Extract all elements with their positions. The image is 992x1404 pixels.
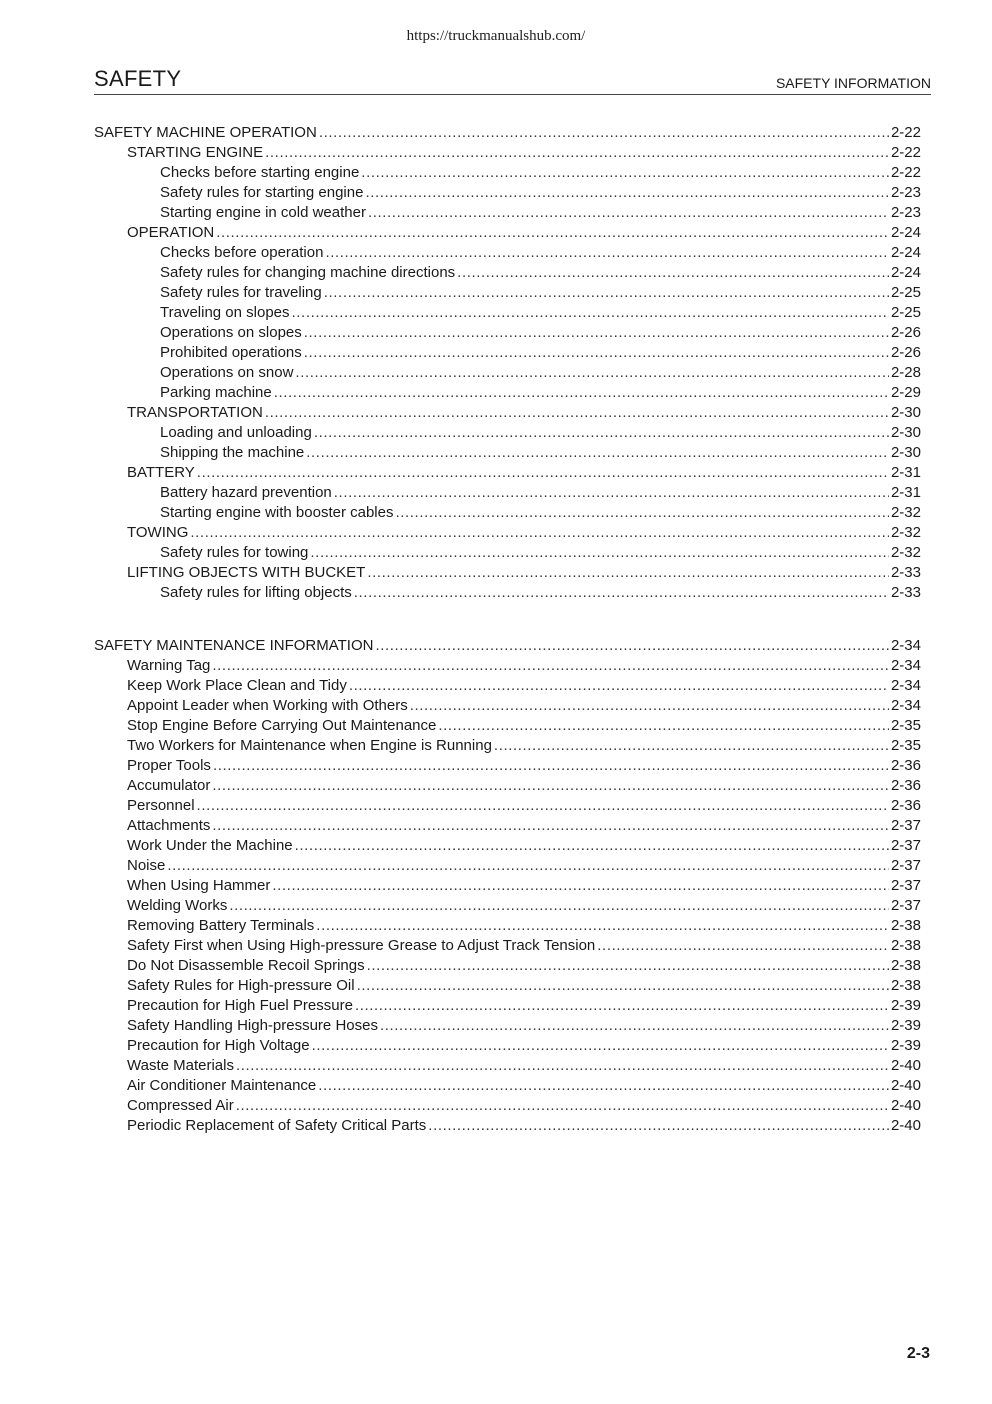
toc-entry-title: SAFETY MAINTENANCE INFORMATION (94, 637, 374, 654)
toc-entry-title: Loading and unloading (160, 424, 312, 441)
toc-dot-leader (314, 423, 889, 443)
toc-dot-leader (380, 1016, 889, 1036)
toc-entry-title: Operations on slopes (160, 324, 302, 341)
toc-dot-leader (272, 876, 889, 896)
toc-entry-title: Starting engine in cold weather (160, 204, 366, 221)
toc-entry-page: 2-31 (890, 464, 921, 481)
toc-entry-title: Removing Battery Terminals (127, 917, 315, 934)
toc-entry-page: 2-26 (890, 324, 921, 341)
toc-dot-leader (236, 1056, 889, 1076)
toc-entry-page: 2-37 (890, 877, 921, 894)
toc-dot-leader (212, 656, 889, 676)
toc-entry-page: 2-40 (890, 1097, 921, 1114)
toc-entry[interactable] (94, 856, 921, 876)
toc-entry-title: Battery hazard prevention (160, 484, 332, 501)
toc-entry[interactable] (94, 223, 921, 243)
toc-dot-leader (334, 483, 889, 503)
toc-entry-page: 2-37 (890, 897, 921, 914)
toc-entry-title: LIFTING OBJECTS WITH BUCKET (127, 564, 366, 581)
toc-entry[interactable] (94, 503, 921, 523)
toc-entry-page: 2-22 (890, 124, 921, 141)
toc-entry[interactable] (94, 916, 921, 936)
toc-entry[interactable] (94, 303, 921, 323)
toc-dot-leader (216, 223, 889, 243)
toc-entry-title: SAFETY MACHINE OPERATION (94, 124, 317, 141)
toc-entry[interactable] (94, 443, 921, 463)
toc-entry[interactable] (94, 383, 921, 403)
toc-dot-leader (236, 1096, 889, 1116)
toc-dot-leader (190, 523, 889, 543)
toc-entry[interactable] (94, 736, 921, 756)
toc-dot-leader (597, 936, 889, 956)
toc-entry-title: Safety rules for traveling (160, 284, 322, 301)
toc-entry[interactable] (94, 423, 921, 443)
toc-dot-leader (265, 403, 889, 423)
section-subtitle: SAFETY INFORMATION (775, 75, 931, 91)
toc-entry[interactable] (94, 263, 921, 283)
toc-entry-page: 2-36 (890, 777, 921, 794)
toc-entry[interactable] (94, 163, 921, 183)
toc-entry-title: OPERATION (127, 224, 215, 241)
toc-entry[interactable] (94, 563, 921, 583)
toc-dot-leader (355, 996, 889, 1016)
toc-entry[interactable] (94, 1076, 921, 1096)
toc-dot-leader (494, 736, 889, 756)
toc-dot-leader (438, 716, 889, 736)
toc-entry[interactable] (94, 776, 921, 796)
toc-entry-page: 2-25 (890, 284, 921, 301)
toc-dot-leader (265, 143, 889, 163)
toc-entry-page: 2-23 (890, 184, 921, 201)
toc-entry-title: Safety First when Using High-pressure Grease to Adjust Track Tension (127, 937, 596, 954)
toc-entry-page: 2-24 (890, 264, 921, 281)
toc-entry[interactable] (94, 463, 921, 483)
page-header (94, 64, 931, 95)
toc-entry-title: Waste Materials (127, 1057, 234, 1074)
toc-entry-title: Compressed Air (127, 1097, 234, 1114)
toc-entry-page: 2-22 (890, 164, 921, 181)
toc-entry[interactable] (94, 936, 921, 956)
toc-entry-page: 2-35 (890, 737, 921, 754)
toc-entry-page: 2-32 (890, 524, 921, 541)
toc-entry-title: Parking machine (160, 384, 272, 401)
source-url[interactable]: https://truckmanualshub.com/ (406, 28, 586, 44)
toc-entry-page: 2-38 (890, 957, 921, 974)
toc-entry-title: Stop Engine Before Carrying Out Maintenance (127, 717, 437, 734)
toc-entry-page: 2-37 (890, 817, 921, 834)
toc-entry[interactable] (94, 483, 921, 503)
toc-entry[interactable] (94, 996, 921, 1016)
toc-entry-page: 2-24 (890, 224, 921, 241)
toc-entry[interactable] (94, 1096, 921, 1116)
toc-entry-page: 2-35 (890, 717, 921, 734)
toc-entry-title: BATTERY (127, 464, 195, 481)
toc-entry[interactable] (94, 403, 921, 423)
toc-dot-leader (212, 816, 889, 836)
toc-dot-leader (410, 696, 889, 716)
toc-dot-leader (295, 363, 889, 383)
toc-entry-title: Safety rules for towing (160, 544, 309, 561)
toc-entry[interactable] (94, 203, 921, 223)
toc-entry-page: 2-29 (890, 384, 921, 401)
toc-dot-leader (274, 383, 889, 403)
toc-entry-page: 2-37 (890, 857, 921, 874)
toc-dot-leader (361, 163, 889, 183)
toc-entry-title: Periodic Replacement of Safety Critical Parts (127, 1117, 427, 1134)
toc-entry[interactable] (94, 343, 921, 363)
toc-entry-title: Work Under the Machine (127, 837, 293, 854)
toc-entry-page: 2-25 (890, 304, 921, 321)
toc-dot-leader (428, 1116, 889, 1136)
toc-entry-title: Warning Tag (127, 657, 211, 674)
toc-entry-page: 2-32 (890, 544, 921, 561)
toc-entry-title: TOWING (127, 524, 189, 541)
toc-dot-leader (324, 283, 889, 303)
toc-entry-page: 2-36 (890, 797, 921, 814)
toc-entry-page: 2-28 (890, 364, 921, 381)
toc-entry-page: 2-40 (890, 1077, 921, 1094)
toc-dot-leader (316, 916, 889, 936)
toc-entry-page: 2-38 (890, 917, 921, 934)
toc-dot-leader (304, 323, 889, 343)
toc-entry-title: Starting engine with booster cables (160, 504, 394, 521)
toc-entry[interactable] (94, 676, 921, 696)
toc-dot-leader (229, 896, 889, 916)
toc-entry[interactable] (94, 1116, 921, 1136)
toc-entry[interactable] (94, 543, 921, 563)
toc-entry-title: Safety Rules for High-pressure Oil (127, 977, 355, 994)
toc-entry-page: 2-40 (890, 1057, 921, 1074)
toc-dot-leader (212, 776, 889, 796)
toc-entry-title: Traveling on slopes (160, 304, 290, 321)
toc-entry-page: 2-39 (890, 1037, 921, 1054)
toc-dot-leader (318, 1076, 889, 1096)
toc-entry[interactable] (94, 696, 921, 716)
toc-entry-title: Precaution for High Fuel Pressure (127, 997, 353, 1014)
toc-entry-page: 2-26 (890, 344, 921, 361)
toc-entry-title: Checks before operation (160, 244, 324, 261)
toc-machine-operation (94, 123, 921, 603)
toc-entry-page: 2-38 (890, 977, 921, 994)
toc-entry-page: 2-34 (890, 657, 921, 674)
toc-dot-leader (319, 123, 889, 143)
toc-entry-page: 2-24 (890, 244, 921, 261)
toc-entry-title: Checks before starting engine (160, 164, 360, 181)
toc-dot-leader (357, 976, 889, 996)
toc-entry[interactable] (94, 523, 921, 543)
toc-entry-title: Noise (127, 857, 166, 874)
toc-entry-title: Shipping the machine (160, 444, 305, 461)
toc-dot-leader (312, 1036, 889, 1056)
toc-entry-title: Welding Works (127, 897, 228, 914)
toc-entry-page: 2-22 (890, 144, 921, 161)
toc-entry-title: Safety rules for changing machine directions (160, 264, 456, 281)
toc-dot-leader (306, 443, 889, 463)
toc-entry-page: 2-23 (890, 204, 921, 221)
toc-dot-leader (457, 263, 889, 283)
toc-entry-title: Prohibited operations (160, 344, 302, 361)
toc-entry-page: 2-33 (890, 584, 921, 601)
toc-maintenance-information (94, 636, 921, 1136)
toc-dot-leader (292, 303, 889, 323)
toc-entry[interactable] (94, 183, 921, 203)
toc-entry-page: 2-38 (890, 937, 921, 954)
toc-dot-leader (197, 796, 889, 816)
toc-entry[interactable] (94, 796, 921, 816)
toc-entry[interactable] (94, 716, 921, 736)
toc-entry[interactable] (94, 956, 921, 976)
toc-dot-leader (354, 583, 889, 603)
toc-entry-page: 2-30 (890, 444, 921, 461)
section-title: SAFETY (94, 66, 182, 91)
toc-dot-leader (368, 203, 889, 223)
toc-entry-title: Attachments (127, 817, 211, 834)
toc-entry-title: TRANSPORTATION (127, 404, 263, 421)
toc-entry-page: 2-34 (890, 697, 921, 714)
toc-dot-leader (395, 503, 888, 523)
toc-dot-leader (213, 756, 889, 776)
toc-entry-page: 2-31 (890, 484, 921, 501)
toc-entry-page: 2-33 (890, 564, 921, 581)
toc-entry[interactable] (94, 1056, 921, 1076)
page-number: 2-3 (906, 1345, 930, 1362)
toc-entry-page: 2-34 (890, 677, 921, 694)
toc-entry-title: Safety rules for lifting objects (160, 584, 352, 601)
toc-dot-leader (167, 856, 889, 876)
toc-entry[interactable] (94, 243, 921, 263)
toc-entry-page: 2-32 (890, 504, 921, 521)
toc-entry-page: 2-36 (890, 757, 921, 774)
toc-entry-title: When Using Hammer (127, 877, 271, 894)
toc-dot-leader (367, 956, 889, 976)
toc-entry[interactable] (94, 323, 921, 343)
toc-entry[interactable] (94, 876, 921, 896)
toc-entry[interactable] (94, 1036, 921, 1056)
toc-dot-leader (310, 543, 889, 563)
toc-dot-leader (349, 676, 889, 696)
toc-entry-title: Do Not Disassemble Recoil Springs (127, 957, 365, 974)
toc-entry[interactable] (94, 816, 921, 836)
toc-entry-title: Personnel (127, 797, 195, 814)
toc-entry[interactable] (94, 1016, 921, 1036)
toc-entry-title: Appoint Leader when Working with Others (127, 697, 408, 714)
toc-dot-leader (367, 563, 889, 583)
toc-entry-page: 2-40 (890, 1117, 921, 1134)
toc-entry-page: 2-34 (890, 637, 921, 654)
toc-dot-leader (375, 636, 889, 656)
toc-dot-leader (295, 836, 889, 856)
toc-entry-title: Precaution for High Voltage (127, 1037, 310, 1054)
toc-entry[interactable] (94, 976, 921, 996)
toc-entry-title: STARTING ENGINE (127, 144, 264, 161)
toc-entry-title: Air Conditioner Maintenance (127, 1077, 317, 1094)
toc-entry[interactable] (94, 636, 921, 656)
toc-entry-page: 2-30 (890, 404, 921, 421)
toc-dot-leader (304, 343, 889, 363)
toc-entry-title: Proper Tools (127, 757, 211, 774)
toc-entry-title: Two Workers for Maintenance when Engine is Running (127, 737, 492, 754)
toc-entry[interactable] (94, 583, 921, 603)
toc-entry[interactable] (94, 283, 921, 303)
toc-entry-title: Operations on snow (160, 364, 294, 381)
toc-entry-page: 2-30 (890, 424, 921, 441)
toc-entry-title: Accumulator (127, 777, 211, 794)
toc-entry[interactable] (94, 143, 921, 163)
toc-entry-page: 2-39 (890, 1017, 921, 1034)
toc-entry-page: 2-39 (890, 997, 921, 1014)
toc-entry[interactable] (94, 363, 921, 383)
toc-entry-title: Keep Work Place Clean and Tidy (127, 677, 347, 694)
toc-dot-leader (365, 183, 889, 203)
toc-entry[interactable] (94, 123, 921, 143)
toc-entry-title: Safety rules for starting engine (160, 184, 364, 201)
toc-dot-leader (325, 243, 889, 263)
toc-entry[interactable] (94, 656, 921, 676)
toc-entry[interactable] (94, 896, 921, 916)
toc-entry[interactable] (94, 836, 921, 856)
toc-entry-page: 2-37 (890, 837, 921, 854)
toc-dot-leader (197, 463, 889, 483)
toc-entry[interactable] (94, 756, 921, 776)
toc-entry-title: Safety Handling High-pressure Hoses (127, 1017, 378, 1034)
